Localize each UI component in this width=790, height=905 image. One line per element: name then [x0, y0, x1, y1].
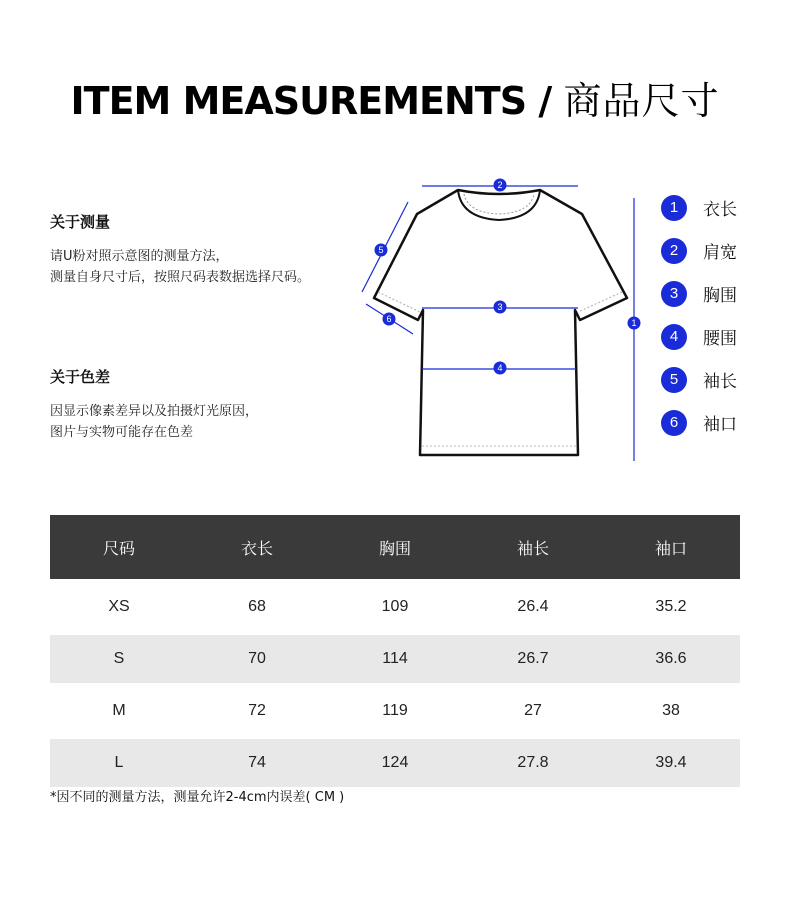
legend-item: [661, 315, 737, 358]
table-cell: 26.4: [517, 598, 549, 615]
legend-label: 胸围: [703, 286, 737, 306]
table-row: [50, 739, 740, 787]
legend-number: 1: [661, 195, 687, 221]
table-cell: 36.6: [602, 635, 740, 683]
page-title: [0, 70, 790, 125]
table-cell: 35.2: [655, 598, 687, 615]
legend-label: 肩宽: [703, 243, 737, 263]
table-cell: XS: [108, 598, 130, 615]
color-info-line: 图片与实物可能存在色差: [50, 425, 194, 440]
table-cell: 72: [248, 702, 266, 719]
table-cell: 39.4: [602, 739, 740, 787]
measurement-note: *因不同的测量方法，测量允许2-4cm内误差( CM ): [50, 790, 345, 805]
table-cell: L: [50, 739, 188, 787]
table-row: [50, 635, 740, 683]
table-cell: 119: [382, 702, 408, 719]
column-header-cuff: 袖口: [602, 515, 740, 579]
table-cell: 70: [188, 635, 326, 683]
color-info-line: 因显示像素差异以及拍摄灯光原因，: [50, 404, 259, 419]
marker-label-6: 6: [386, 314, 392, 324]
marker-label-1: 1: [631, 318, 637, 328]
table-cell: S: [50, 635, 188, 683]
tshirt-diagram: [350, 168, 650, 468]
tshirt-outline: [374, 190, 627, 455]
table-row: [50, 583, 740, 631]
legend-item: [661, 186, 737, 229]
marker-label-4: 4: [497, 363, 503, 373]
title-en: ITEM MEASUREMENTS: [70, 79, 527, 123]
table-cell: 68: [248, 598, 266, 615]
marker-label-2: 2: [497, 180, 503, 190]
table-cell: 26.7: [464, 635, 602, 683]
size-table: [50, 515, 740, 787]
legend-number: 2: [661, 238, 687, 264]
table-header-row: [50, 515, 740, 579]
legend-number: 3: [661, 281, 687, 307]
table-cell: 38: [662, 702, 680, 719]
legend-label: 衣长: [703, 200, 737, 220]
column-header-length: 衣长: [188, 515, 326, 579]
legend-label: 腰围: [703, 329, 737, 349]
table-cell: 74: [188, 739, 326, 787]
title-cn: 商品尺寸: [563, 79, 720, 123]
table-cell: 27.8: [464, 739, 602, 787]
table-row: [50, 687, 740, 735]
marker-label-5: 5: [378, 245, 384, 255]
legend-number: 4: [661, 324, 687, 350]
column-header-chest: 胸围: [326, 515, 464, 579]
legend-item: [661, 272, 737, 315]
color-info: [50, 366, 258, 443]
column-header-size: 尺码: [50, 515, 188, 579]
legend-label: 袖长: [703, 372, 737, 392]
measure-info: [50, 211, 310, 288]
table-cell: M: [112, 702, 126, 719]
legend-label: 袖口: [703, 415, 737, 435]
table-cell: 124: [326, 739, 464, 787]
measurement-legend: [661, 186, 737, 444]
table-cell: 109: [381, 598, 409, 615]
title-separator: /: [526, 79, 564, 123]
legend-item: [661, 229, 737, 272]
marker-label-3: 3: [497, 302, 503, 312]
legend-item: [661, 358, 737, 401]
legend-number: 6: [661, 410, 687, 436]
measure-info-line: 测量自身尺寸后，按照尺码表数据选择尺码。: [50, 270, 311, 285]
legend-number: 5: [661, 367, 687, 393]
measure-info-heading: 关于测量: [50, 213, 111, 231]
table-cell: 27: [524, 702, 542, 719]
measure-info-line: 请U粉对照示意图的测量方法，: [50, 249, 229, 264]
legend-item: [661, 401, 737, 444]
color-info-heading: 关于色差: [50, 368, 111, 386]
column-header-sleeve: 袖长: [464, 515, 602, 579]
table-cell: 114: [326, 635, 464, 683]
